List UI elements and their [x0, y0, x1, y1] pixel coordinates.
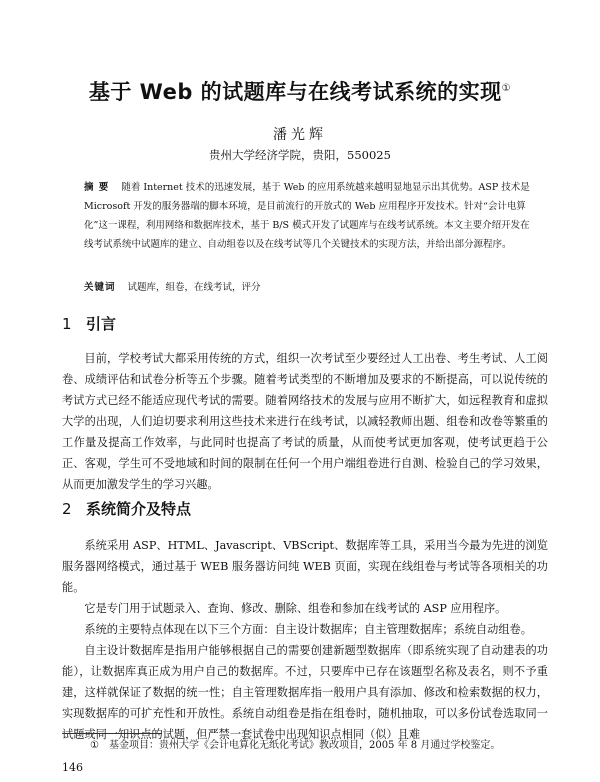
section-number: 1	[62, 315, 72, 333]
author-affiliation: 贵州大学经济学院，贵阳，550025	[209, 148, 391, 162]
footnote-divider	[62, 733, 162, 734]
section-title: 引言	[86, 315, 117, 333]
section-body-system-overview	[62, 535, 548, 745]
paper-title	[0, 76, 600, 106]
paragraph: 它是专门用于试题录入、查询、修改、删除、组卷和参加在线考试的 ASP 应用程序。	[84, 602, 507, 615]
section-title: 系统简介及特点	[86, 500, 192, 518]
paragraph: 自主设计数据库是指用户能够根据自己的需要创建新题型数据库（即系统实现了自动建表的功能），让数据库真正成为用户自己的数据库。不过，只要库中已存在该题型名称及表名，则不予重建，这样就保证了数据的统一性；自主管理数据库指一般用户具有添加、修改和检索数据的权力，实现数据库的可扩充性和开放性。系统自动组卷是指在组卷时，随机抽取，可以多份试卷选取同一试题或同一知识点的试题，但严禁一套试卷中出现知识点相同（似）且难	[62, 644, 548, 741]
author-name: 潘光辉	[273, 127, 327, 143]
section-number: 2	[62, 500, 72, 518]
paragraph: 目前，学校考试大都采用传统的方式，组织一次考试至少要经过人工出卷、考生考试、人工阅卷、成绩评估和试卷分析等五个步骤。随着考试类型的不断增加及要求的不断提高，可以说传统的考试方式已经不能适应现代考试的需要。随着网络技术的发展与应用不断扩大，如远程教育和虚拟大学的出现，人们迫切要求利用这些技术来进行在线考试，以减轻教师出题、组卷和改卷等繁重的工作量及提高工作效率，与此同时也提高了考试的质量，从而使考试更加客观，使考试更趋于公正、客观，学生可不受地域和时间的限制在任何一个用户端组卷进行自测、检验自己的学习效果，从而更加激发学生的学习兴趣。	[62, 352, 548, 491]
section-heading-system-overview	[62, 498, 191, 519]
abstract-label: 摘 要	[84, 182, 110, 193]
footnote-mark: ①	[90, 740, 99, 751]
paragraph: 系统的主要特点体现在以下三个方面：自主设计数据库；自主管理数据库；系统自动组卷。	[84, 623, 532, 636]
paper-title-text: 基于 Web 的试题库与在线考试系统的实现	[88, 80, 502, 104]
keywords	[84, 280, 536, 296]
title-footnote-mark: ①	[501, 83, 512, 94]
abstract-text: 随着 Internet 技术的迅速发展，基于 Web 的应用系统越来越明显地显示出其优势。ASP 技术是 Microsoft 开发的服务器端的脚本环境，是目前流行的开放式的 Web 应用程序开发技术。针对“会计电算化”这一课程，利用网络和数据库技术，基于 B/S 模式开发了试题库与在线考试系统。本文主要介绍开发在线考试系统中试题库的建立、自动组卷以及在线考试等几个关键技术的实现方法，并给出部分源程序。	[84, 182, 530, 250]
abstract	[84, 178, 536, 254]
page-number: 146	[62, 761, 83, 774]
section-body-introduction	[62, 348, 548, 495]
keywords-label: 关键词	[84, 282, 116, 293]
section-heading-introduction	[62, 313, 116, 334]
keywords-text: 试题库，组卷，在线考试，评分	[127, 282, 261, 293]
footnote-text: 基金项目：贵州大学《会计电算化无纸化考试》教改项目，2005 年 8 月通过学校鉴定。	[108, 740, 501, 751]
footnote	[90, 739, 560, 753]
paragraph: 系统采用 ASP、HTML、Javascript、VBScript、数据库等工具，采用当今最为先进的浏览服务器网络模式，通过基于 WEB 服务器访问纯 WEB 页面，实现在线组卷与考试等各项相关的功能。	[62, 539, 548, 594]
